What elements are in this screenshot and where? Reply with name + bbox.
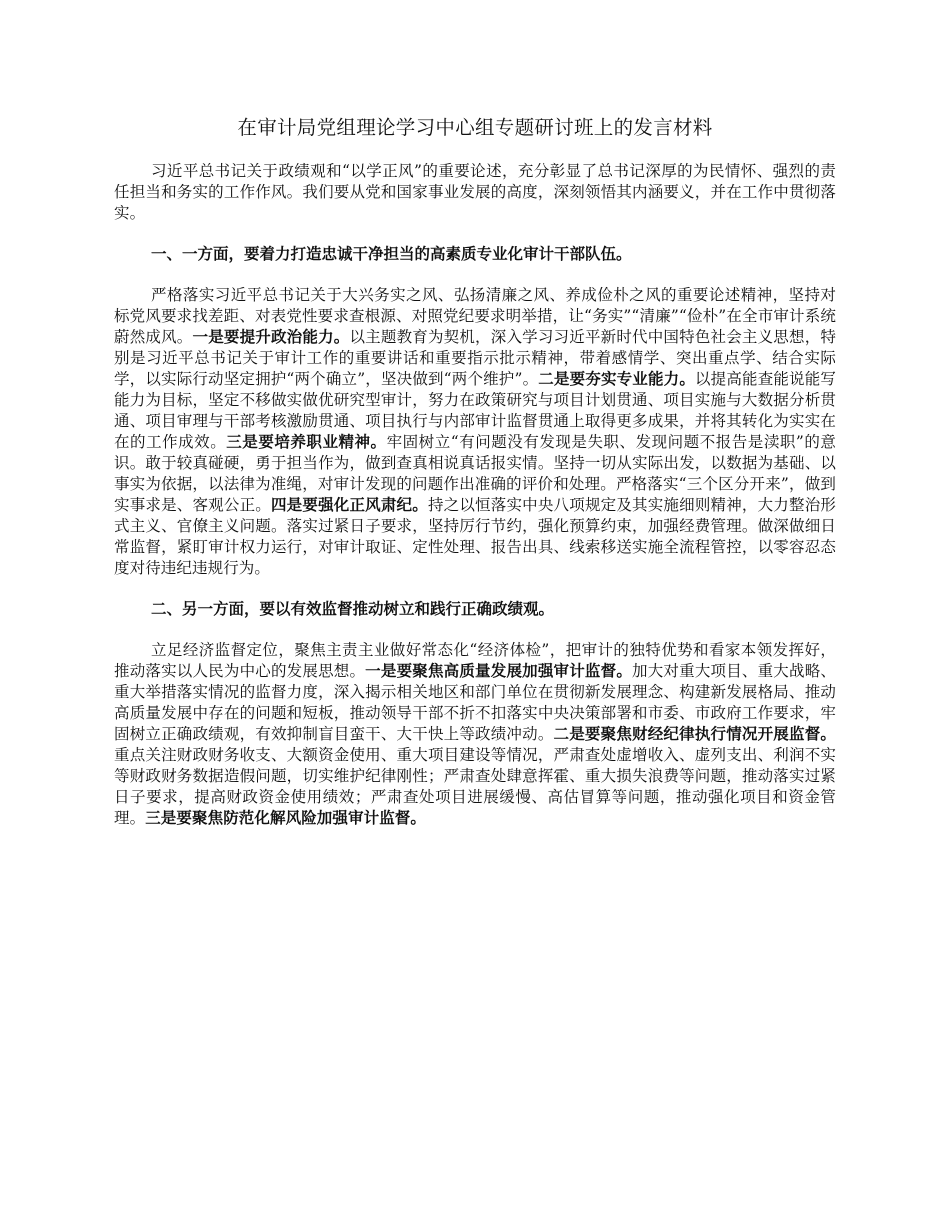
section-2-point-1: 一是要聚焦高质量发展加强审计监督。 (365, 662, 633, 680)
document-title: 在审计局党组理论学习中心组专题研讨班上的发言材料 (237, 116, 713, 139)
section-1-point-2: 二是要夯实专业能力。 (538, 370, 695, 388)
section-1-point-1: 一是要提升政治能力。 (192, 328, 350, 346)
section-1-text-1: 严格落实习近平总书记关于大兴务实之风、弘扬清廉之风、养成俭朴之风的重要论述精神，坚持对标党风要求找差距、对表党性要求查根源、对照党纪要求明举措，让“务实”“清廉”“俭朴”在全市审计系统蔚然成风。 (114, 286, 836, 346)
section-2-text-2: 加大对重大项目、重大战略、重大举措落实情况的监督力度，深入揭示相关地区和部门单位在贯彻新发展理念、构建新发展格局、推动高质量发展中存在的问题和短板，推动领导干部不折不扣落实中央决策部署和市委、市政府工作要求，牢固树立正确政绩观，有效抑制盲目蛮干、大干快上等政绩冲动。 (114, 662, 836, 743)
section-2-point-2: 二是要聚焦财经纪律执行情况开展监督。 (553, 725, 836, 743)
section-1-text-2: 以主题教育为契机，深入学习习近平新时代中国特色社会主义思想，特别是习近平总书记关于审计工作的重要讲话和重要指示批示精神，带着感情学、突出重点学、结合实际学，以实际行动坚定拥护“两个确立”，坚决做到“两个维护”。 (114, 328, 836, 388)
section-2-paragraph (114, 640, 836, 829)
section-2-heading: 二、另一方面，要以有效监督推动树立和践行正确政绩观。 (151, 600, 555, 618)
document-body (114, 112, 836, 849)
section-1-heading: 一、一方面，要着力打造忠诚干净担当的高素质专业化审计干部队伍。 (151, 245, 632, 263)
intro-paragraph: 习近平总书记关于政绩观和“以学正风”的重要论述，充分彰显了总书记深厚的为民情怀、强烈的责任担当和务实的工作作风。我们要从党和国家事业发展的高度，深刻领悟其内涵要义，并在工作中贯彻落实。 (114, 162, 836, 222)
section-1-paragraph (114, 285, 836, 579)
section-1-text-3: 以提高能查能说能写能力为目标，坚定不移做实做优研究型审计，努力在政策研究与项目计划贯通、项目实施与大数据分析贯通、项目审理与干部考核激励贯通、项目执行与内部审计监督贯通上取得更多成果，并将其转化为实实在在的工作成效。 (114, 370, 836, 451)
section-2-text-1: 立足经济监督定位，聚焦主责主业做好常态化“经济体检”，把审计的独特优势和看家本领发挥好，推动落实以人民为中心的发展思想。 (114, 641, 836, 680)
section-1-text-5: 持之以恒落实中央八项规定及其实施细则精神，大力整治形式主义、官僚主义问题。落实过紧日子要求，坚持厉行节约，强化预算约束，加强经费管理。做深做细日常监督，紧盯审计权力运行，对审计取证、定性处理、报告出具、线索移送实施全流程管控，以零容忍态度对待违纪违规行为。 (114, 496, 836, 577)
section-1-text-4: 牢固树立“有问题没有发现是失职、发现问题不报告是渎职”的意识。敢于较真碰硬，勇于担当作为，做到查真相说真话报实情。坚持一切从实际出发，以数据为基础、以事实为依据，以法律为准绳，对审计发现的问题作出准确的评价和处理。严格落实“三个区分开来”，做到实事求是、客观公正。 (114, 433, 836, 514)
section-1-point-3: 三是要培养职业精神。 (226, 433, 387, 451)
section-2-text-3: 重点关注财政财务收支、大额资金使用、重大项目建设等情况，严肃查处虚增收入、虚列支出、利润不实等财政财务数据造假问题，切实维护纪律刚性；严肃查处肆意挥霍、重大损失浪费等问题，推动落实过紧日子要求，提高财政资金使用绩效；严肃查处项目进展缓慢、高估冒算等问题，推动强化项目和资金管理。 (114, 746, 836, 827)
section-2-point-3: 三是要聚焦防范化解风险加强审计监督。 (145, 809, 427, 827)
section-1-point-4: 四是要强化正风肃纪。 (270, 496, 428, 514)
